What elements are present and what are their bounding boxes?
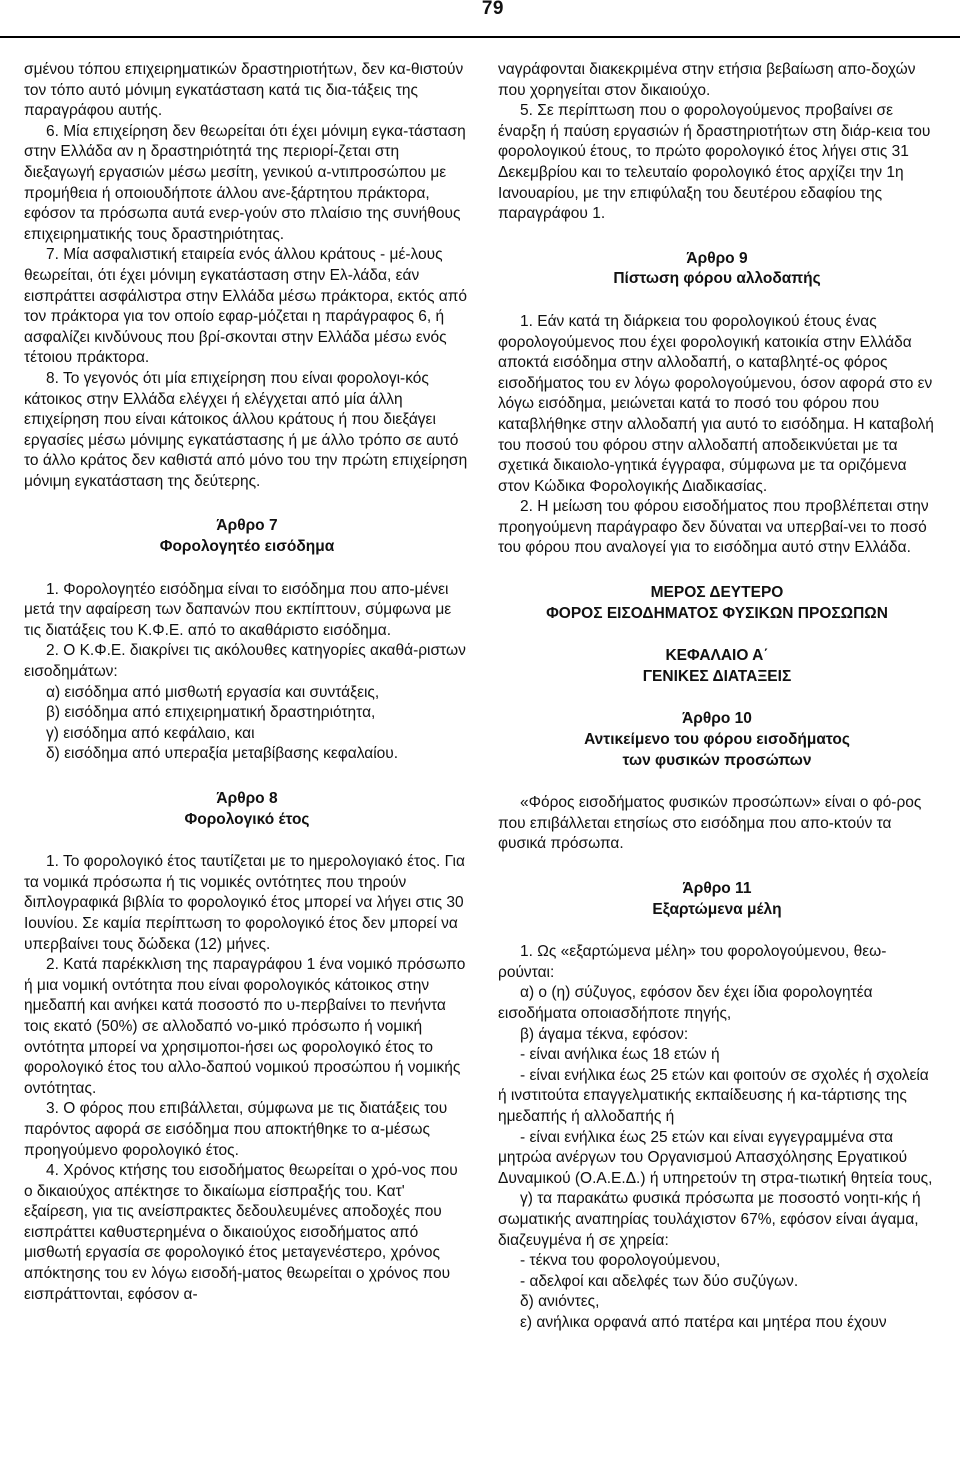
paragraph: 1. Ως «εξαρτώμενα μέλη» του φορολογούμενου, θεω-ρούνται: (498, 943, 887, 981)
list-item: - είναι ενήλικα έως 25 ετών και είναι εγγεγραμμένα στα μητρώα ανέργων του Οργανισμού Απασχόλησης Εργατικού Δυναμικού (Ο.Α.Ε.Δ.) ή υπηρετούν τη στρα-τιωτική θητεία τους, (498, 1128, 933, 1187)
part-subtitle: ΦΟΡΟΣ ΕΙΣΟΔΗΜΑΤΟΣ ΦΥΣΙΚΩΝ ΠΡΟΣΩΠΩΝ (546, 604, 888, 622)
list-item: - αδελφοί και αδελφές των δύο συζύγων. (520, 1272, 799, 1290)
list-item: δ) ανιόντες, (520, 1293, 600, 1311)
article-10-heading (498, 709, 936, 771)
article-7-heading (24, 516, 470, 557)
article-title: Φορολογικό έτος (184, 810, 310, 828)
paragraph: 2. Κατά παρέκκλιση της παραγράφου 1 ένα νομικό πρόσωπο ή μια νομική οντότητα που είναι φορολογικός κάτοικος στην ημεδαπή και ανήκει κατά ποσοστό πο υ-περβαίνει το πενήντα τοις εκατό (50%) σε αλλοδαπό νο-μικό πρόσωπο ή νομική οντότητα μπορεί να χρησιμοποι-ήσει ως φορολογικό έτος το φορολογικό έτος του αλλο-δαπού νομικού προσώπου ή νομικής οντότητας. (24, 956, 466, 1097)
article-8-heading (24, 789, 470, 830)
article-title: Φορολογητέο εισόδημα (159, 538, 335, 556)
article-11-heading (498, 879, 936, 920)
article-number: Άρθρο 11 (682, 880, 752, 897)
header-rule (0, 36, 960, 38)
article-title: Εξαρτώμενα μέλη (652, 900, 782, 918)
list-item: - τέκνα του φορολογούμενου, (520, 1252, 721, 1270)
list-item: ε) ανήλικα ορφανά από πατέρα και μητέρα που έχουν (520, 1313, 887, 1331)
paragraph: 6. Μία επιχείρηση δεν θεωρείται ότι έχει μόνιμη εγκα-τάσταση στην Ελλάδα αν η δραστηριότητά της περιορί-ζεται στη διεξαγωγή εργασιών μέσω μεσίτη, γενικού α-ντιπροσώπου με προμήθεια ή οποιουδήποτε άλλου ανε-ξάρτητου πράκτορα, εφόσον τα πρόσωπα αυτά ενερ-γούν στο πλαίσιο της συνήθους επιχειρηματικής τους δραστηριότητας. (24, 122, 466, 243)
list-item: γ) εισόδημα από κεφάλαιο, και (46, 724, 255, 742)
paragraph: 4. Χρόνος κτήσης του εισοδήματος θεωρείται ο χρό-νος που ο δικαιούχος απέκτησε το δικαίωμα είσπραξής του. Κατ' εξαίρεση, για τις ανείσπρακτες δεδουλευμένες αποδοχές που εισπράττει καθυστερημένα ο δικαιούχος εισοδήματος από μισθωτή εργασία σε φορολογικό έτος μεταγενέστερο, χρόνος απόκτησης του εν λόγω εισοδή-ματος θεωρείται ο χρόνος που εισπράττονται, εφόσον α- (24, 1162, 458, 1303)
page-number: 79 (481, 0, 504, 19)
list-item: δ) εισόδημα από υπεραξία μεταβίβασης κεφαλαίου. (46, 745, 399, 763)
article-9-heading (498, 249, 936, 290)
article-number: Άρθρο 8 (216, 790, 278, 807)
list-item: γ) τα παρακάτω φυσικά πρόσωπα με ποσοστό νοητι-κής ή σωματικής αναπηρίας τουλάχιστον 67%, εφόσον είναι άγαμα, διαζευγμένα ή σε χηρεία: (498, 1190, 921, 1249)
paragraph: ναγράφονται διακεκριμένα στην ετήσια βεβαίωση απο-δοχών που χορηγείται στον δικαιούχο. (498, 61, 916, 99)
paragraph: 1. Το φορολογικό έτος ταυτίζεται με το ημερολογιακό έτος. Για τα νομικά πρόσωπα ή τις νομικές οντότητες που τηρούν διπλογραφικά βιβλία το φορολογικό έτος μπορεί να λήγει στις 30 Ιουνίου. Σε καμία περίπτωση το φορολογικό έτος δεν μπορεί να υπερβαίνει τους δώδεκα (12) μήνες. (24, 853, 465, 953)
chapter-subtitle: ΓΕΝΙΚΕΣ ΔΙΑΤΑΞΕΙΣ (642, 667, 792, 685)
paragraph: «Φόρος εισοδήματος φυσικών προσώπων» είναι ο φό-ρος που επιβάλλεται ετησίως στο εισόδημα που απο-κτούν τα φυσικά πρόσωπα. (498, 794, 922, 853)
list-item: α) εισόδημα από μισθωτή εργασία και συντάξεις, (46, 683, 380, 701)
article-title-continued: των φυσικών προσώπων (622, 751, 812, 769)
paragraph: 2. Ο Κ.Φ.Ε. διακρίνει τις ακόλουθες κατηγορίες ακαθά-ριστων εισοδημάτων: (24, 642, 466, 681)
paragraph: σμένου τόπου επιχειρηματικών δραστηριοτήτων, δεν κα-θιστούν τον τόπο αυτό μόνιμη εγκατάσταση κατά τις δια-τάξεις της παραγράφου αυτής. (24, 61, 464, 120)
paragraph: 7. Μία ασφαλιστική εταιρεία ενός άλλου κράτους - μέ-λους θεωρείται, ότι έχει μόνιμη εγκατάσταση στην Ελ-λάδα, εάν εισπράττει ασφάλιστρα στην Ελλάδα μέσω πράκτορα, εκτός από τον πράκτορα για τον οποίο εφαρ-μόζεται η παράγραφος 6, ή ασφαλίζει κινδύνους που βρί-σκονται στην Ελλάδα μέσω ενός τέτοιου πράκτορα. (24, 246, 468, 367)
list-item: β) άγαμα τέκνα, εφόσον: (520, 1025, 689, 1043)
part-title: ΜΕΡΟΣ ΔΕΥΤΕΡΟ (650, 584, 784, 602)
article-number: Άρθρο 9 (686, 249, 748, 267)
paragraph: 1. Φορολογητέο εισόδημα είναι το εισόδημα που απο-μένει μετά την αφαίρεση των δαπανών που εκπίπτουν, σύμφωνα με τις διατάξεις του Κ.Φ.Ε. από το ακαθάριστο εισόδημα. (24, 580, 452, 639)
article-number: Άρθρο 10 (682, 710, 752, 728)
paragraph: 5. Σε περίπτωση που ο φορολογούμενος προβαίνει σε έναρξη ή παύση εργασιών ή δραστηριοτήτων στη διάρ-κεια του φορολογικού έτους, το πρώτο φορολογικό έτος λήγει στις 31 Δεκεμβρίου και το τελευταίο φορολογικό έτος αρχίζει την 1η Ιανουαρίου, με την επιφύλαξη του δευτέρου εδαφίου της παραγράφου 1. (498, 102, 931, 223)
part-heading (498, 583, 936, 624)
list-item: - είναι ενήλικα έως 25 ετών και φοιτούν σε σχολές ή σχολεία ή ινστιτούτα επαγγελματικής εκπαίδευσης ή κα-τάρτισης της ημεδαπής ή αλλοδαπής ή (498, 1066, 929, 1125)
list-item: β) εισόδημα από επιχειρηματική δραστηριότητα, (46, 704, 376, 722)
list-item: - είναι ανήλικα έως 18 ετών ή (520, 1046, 720, 1064)
paragraph: 8. Το γεγονός ότι μία επιχείρηση που είναι φορολογι-κός κάτοικος στην Ελλάδα ελέγχει ή ελέγχεται από μία άλλη επιχείρηση που είναι κάτοικος άλλου κράτους ή που διεξάγει εργασίες μέσω μόνιμης εγκατάστασης ή με άλλο τρόπο σε αυτό το άλλο κράτος δεν καθιστά από μόνο του την πρώτη επιχείρηση μόνιμη εγκατάσταση της δεύτερης. (24, 369, 468, 490)
right-column (498, 60, 936, 1333)
paragraph: 2. Η μείωση του φόρου εισοδήματος που προβλέπεται στην προηγούμενη παράγραφο δεν δύναται να υπερβαί-νει το ποσό του φόρου που αναλογεί για το εισόδημα αυτό στην Ελλάδα. (498, 498, 929, 557)
paragraph: 1. Εάν κατά τη διάρκεια του φορολογικού έτους ένας φορολογούμενος που έχει φορολογική κατοικία στην Ελλάδα αποκτά εισόδημα στην αλλοδαπή, ο καταβλητέ-ος φόρος εισοδήματος του εν λόγω φορολογούμενου, όσον αφορά στο εν λόγω εισόδημα, μειώνεται κατά το ποσό του φόρου που καταβλήθηκε στην αλλοδαπή για αυτό το εισόδημα. Η καταβολή του ποσού του φόρου στην αλλοδαπή αποδεικνύεται με τα σχετικά δικαιολο-γητικά έγγραφα, σύμφωνα με τα οριζόμενα στον Κώδικα Φορολογικής Διαδικασίας. (498, 312, 934, 495)
article-title: Αντικείμενο του φόρου εισοδήματος (584, 731, 850, 749)
chapter-heading (498, 646, 936, 687)
article-title: Πίστωση φόρου αλλοδαπής (613, 270, 821, 288)
list-item: α) ο (η) σύζυγος, εφόσον δεν έχει ίδια φορολογητέα εισοδήματα οποιασδήποτε πηγής, (498, 984, 873, 1022)
chapter-title: ΚΕΦΑΛΑΙΟ Α΄ (665, 647, 769, 665)
article-number: Άρθρο 7 (216, 517, 278, 535)
left-column (24, 60, 470, 1305)
paragraph: 3. Ο φόρος που επιβάλλεται, σύμφωνα με τις διατάξεις του παρόντος αφορά σε εισόδημα που αποκτήθηκε το α-μέσως προηγούμενο φορολογικό έτος. (24, 1100, 448, 1159)
page-header (0, 0, 960, 38)
